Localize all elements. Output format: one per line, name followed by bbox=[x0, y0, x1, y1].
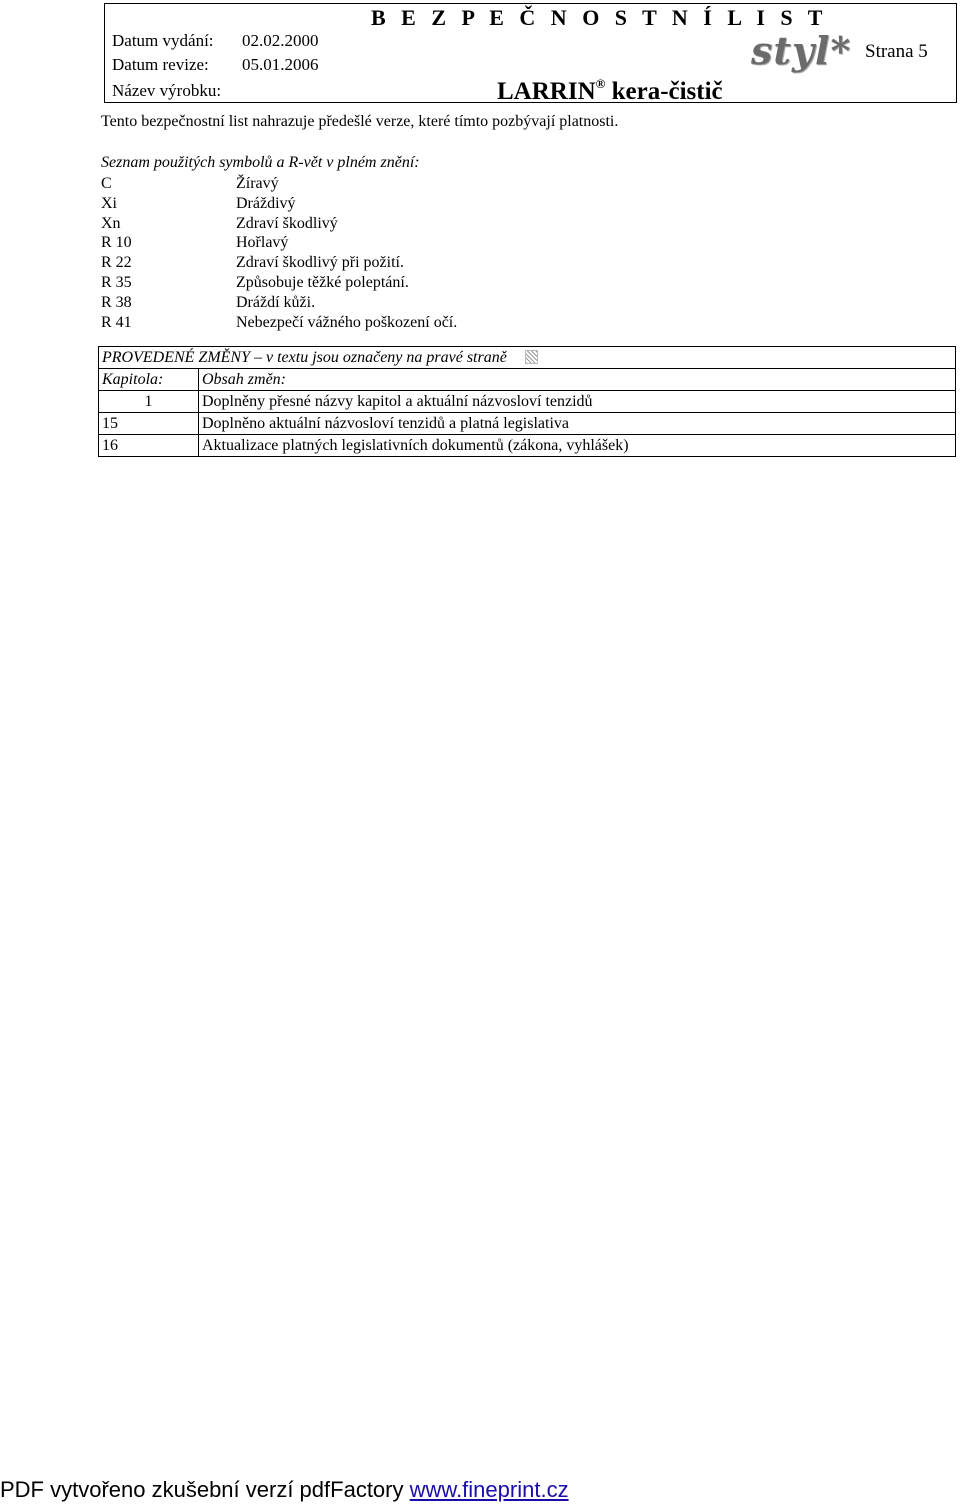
changes-table bbox=[98, 346, 956, 457]
styl-logo: styl* bbox=[751, 28, 852, 73]
product-brand: LARRIN bbox=[497, 78, 596, 105]
footer-link[interactable]: www.fineprint.cz bbox=[409, 1477, 569, 1502]
intro-text: Tento bezpečnostní list nahrazuje předešlé verze, které tímto pozbývají platnosti. bbox=[101, 113, 619, 130]
document-header bbox=[104, 3, 957, 103]
col-chapter-header: Kapitola: bbox=[99, 369, 199, 391]
pdf-footer bbox=[0, 1477, 569, 1503]
table-row bbox=[99, 435, 956, 457]
symbol-row bbox=[101, 273, 457, 293]
changes-header-row bbox=[99, 347, 956, 369]
symbol-text: Zdraví škodlivý bbox=[236, 214, 338, 232]
issue-date-value: 02.02.2000 bbox=[242, 31, 319, 50]
symbol-row bbox=[101, 233, 457, 253]
symbol-text: Nebezpečí vážného poškození očí. bbox=[236, 313, 458, 331]
table-row bbox=[99, 391, 956, 413]
symbol-code: C bbox=[101, 175, 112, 192]
symbol-code: Xn bbox=[101, 214, 121, 232]
revision-date-value: 05.01.2006 bbox=[242, 55, 319, 74]
symbols-title: Seznam použitých symbolů a R-vět v plném znění: bbox=[101, 154, 420, 171]
content-cell: Doplněny přesné názvy kapitol a aktuální názvosloví tenzidů bbox=[199, 391, 956, 413]
symbol-code: R 41 bbox=[101, 313, 132, 331]
footer-text: PDF vytvořeno zkušební verzí pdfFactory bbox=[0, 1477, 404, 1502]
chapter-cell: 15 bbox=[99, 413, 199, 435]
symbol-code: R 22 bbox=[101, 254, 132, 272]
symbol-code: R 35 bbox=[101, 273, 132, 291]
symbol-text: Žíravý bbox=[236, 175, 279, 192]
product-suffix: kera-čistič bbox=[611, 78, 723, 105]
symbol-text: Hořlavý bbox=[236, 234, 289, 252]
document-title: B E Z P E Č N O S T N Í L I S T bbox=[371, 5, 828, 30]
symbol-row bbox=[101, 194, 457, 214]
symbol-code: Xi bbox=[101, 194, 117, 212]
product-name bbox=[497, 76, 723, 106]
symbols-list bbox=[101, 152, 457, 332]
issue-date-label: Datum vydání: bbox=[112, 31, 214, 50]
symbol-text: Dráždivý bbox=[236, 194, 296, 212]
changes-columns-row bbox=[99, 369, 956, 391]
col-content-header: Obsah změn: bbox=[199, 369, 956, 391]
symbol-row bbox=[101, 214, 457, 234]
table-row bbox=[99, 413, 956, 435]
symbol-row bbox=[101, 174, 457, 194]
symbol-row bbox=[101, 253, 457, 273]
revision-date-row bbox=[112, 55, 319, 75]
chapter-cell: 1 bbox=[99, 391, 199, 413]
symbol-row bbox=[101, 293, 457, 313]
changes-header bbox=[99, 347, 956, 369]
change-marker-icon bbox=[525, 350, 538, 364]
symbol-text: Dráždí kůži. bbox=[236, 293, 316, 311]
symbol-code: R 10 bbox=[101, 234, 132, 252]
product-label: Název výrobku: bbox=[112, 81, 222, 100]
symbol-text: Zdraví škodlivý při požití. bbox=[236, 254, 404, 272]
symbol-row bbox=[101, 313, 457, 333]
page-number: Strana 5 bbox=[865, 41, 928, 62]
symbol-text: Způsobuje těžké poleptání. bbox=[236, 273, 409, 291]
revision-date-label: Datum revize: bbox=[112, 55, 209, 74]
changes-header-text: PROVEDENÉ ZMĚNY – v textu jsou označeny na pravé straně bbox=[102, 349, 507, 366]
symbol-code: R 38 bbox=[101, 293, 132, 311]
chapter-cell: 16 bbox=[99, 435, 199, 457]
content-cell: Doplněno aktuální názvosloví tenzidů a platná legislativa bbox=[199, 413, 956, 435]
content-cell: Aktualizace platných legislativních dokumentů (zákona, vyhlášek) bbox=[199, 435, 956, 457]
issue-date-row bbox=[112, 31, 319, 51]
registered-mark: ® bbox=[595, 76, 606, 91]
